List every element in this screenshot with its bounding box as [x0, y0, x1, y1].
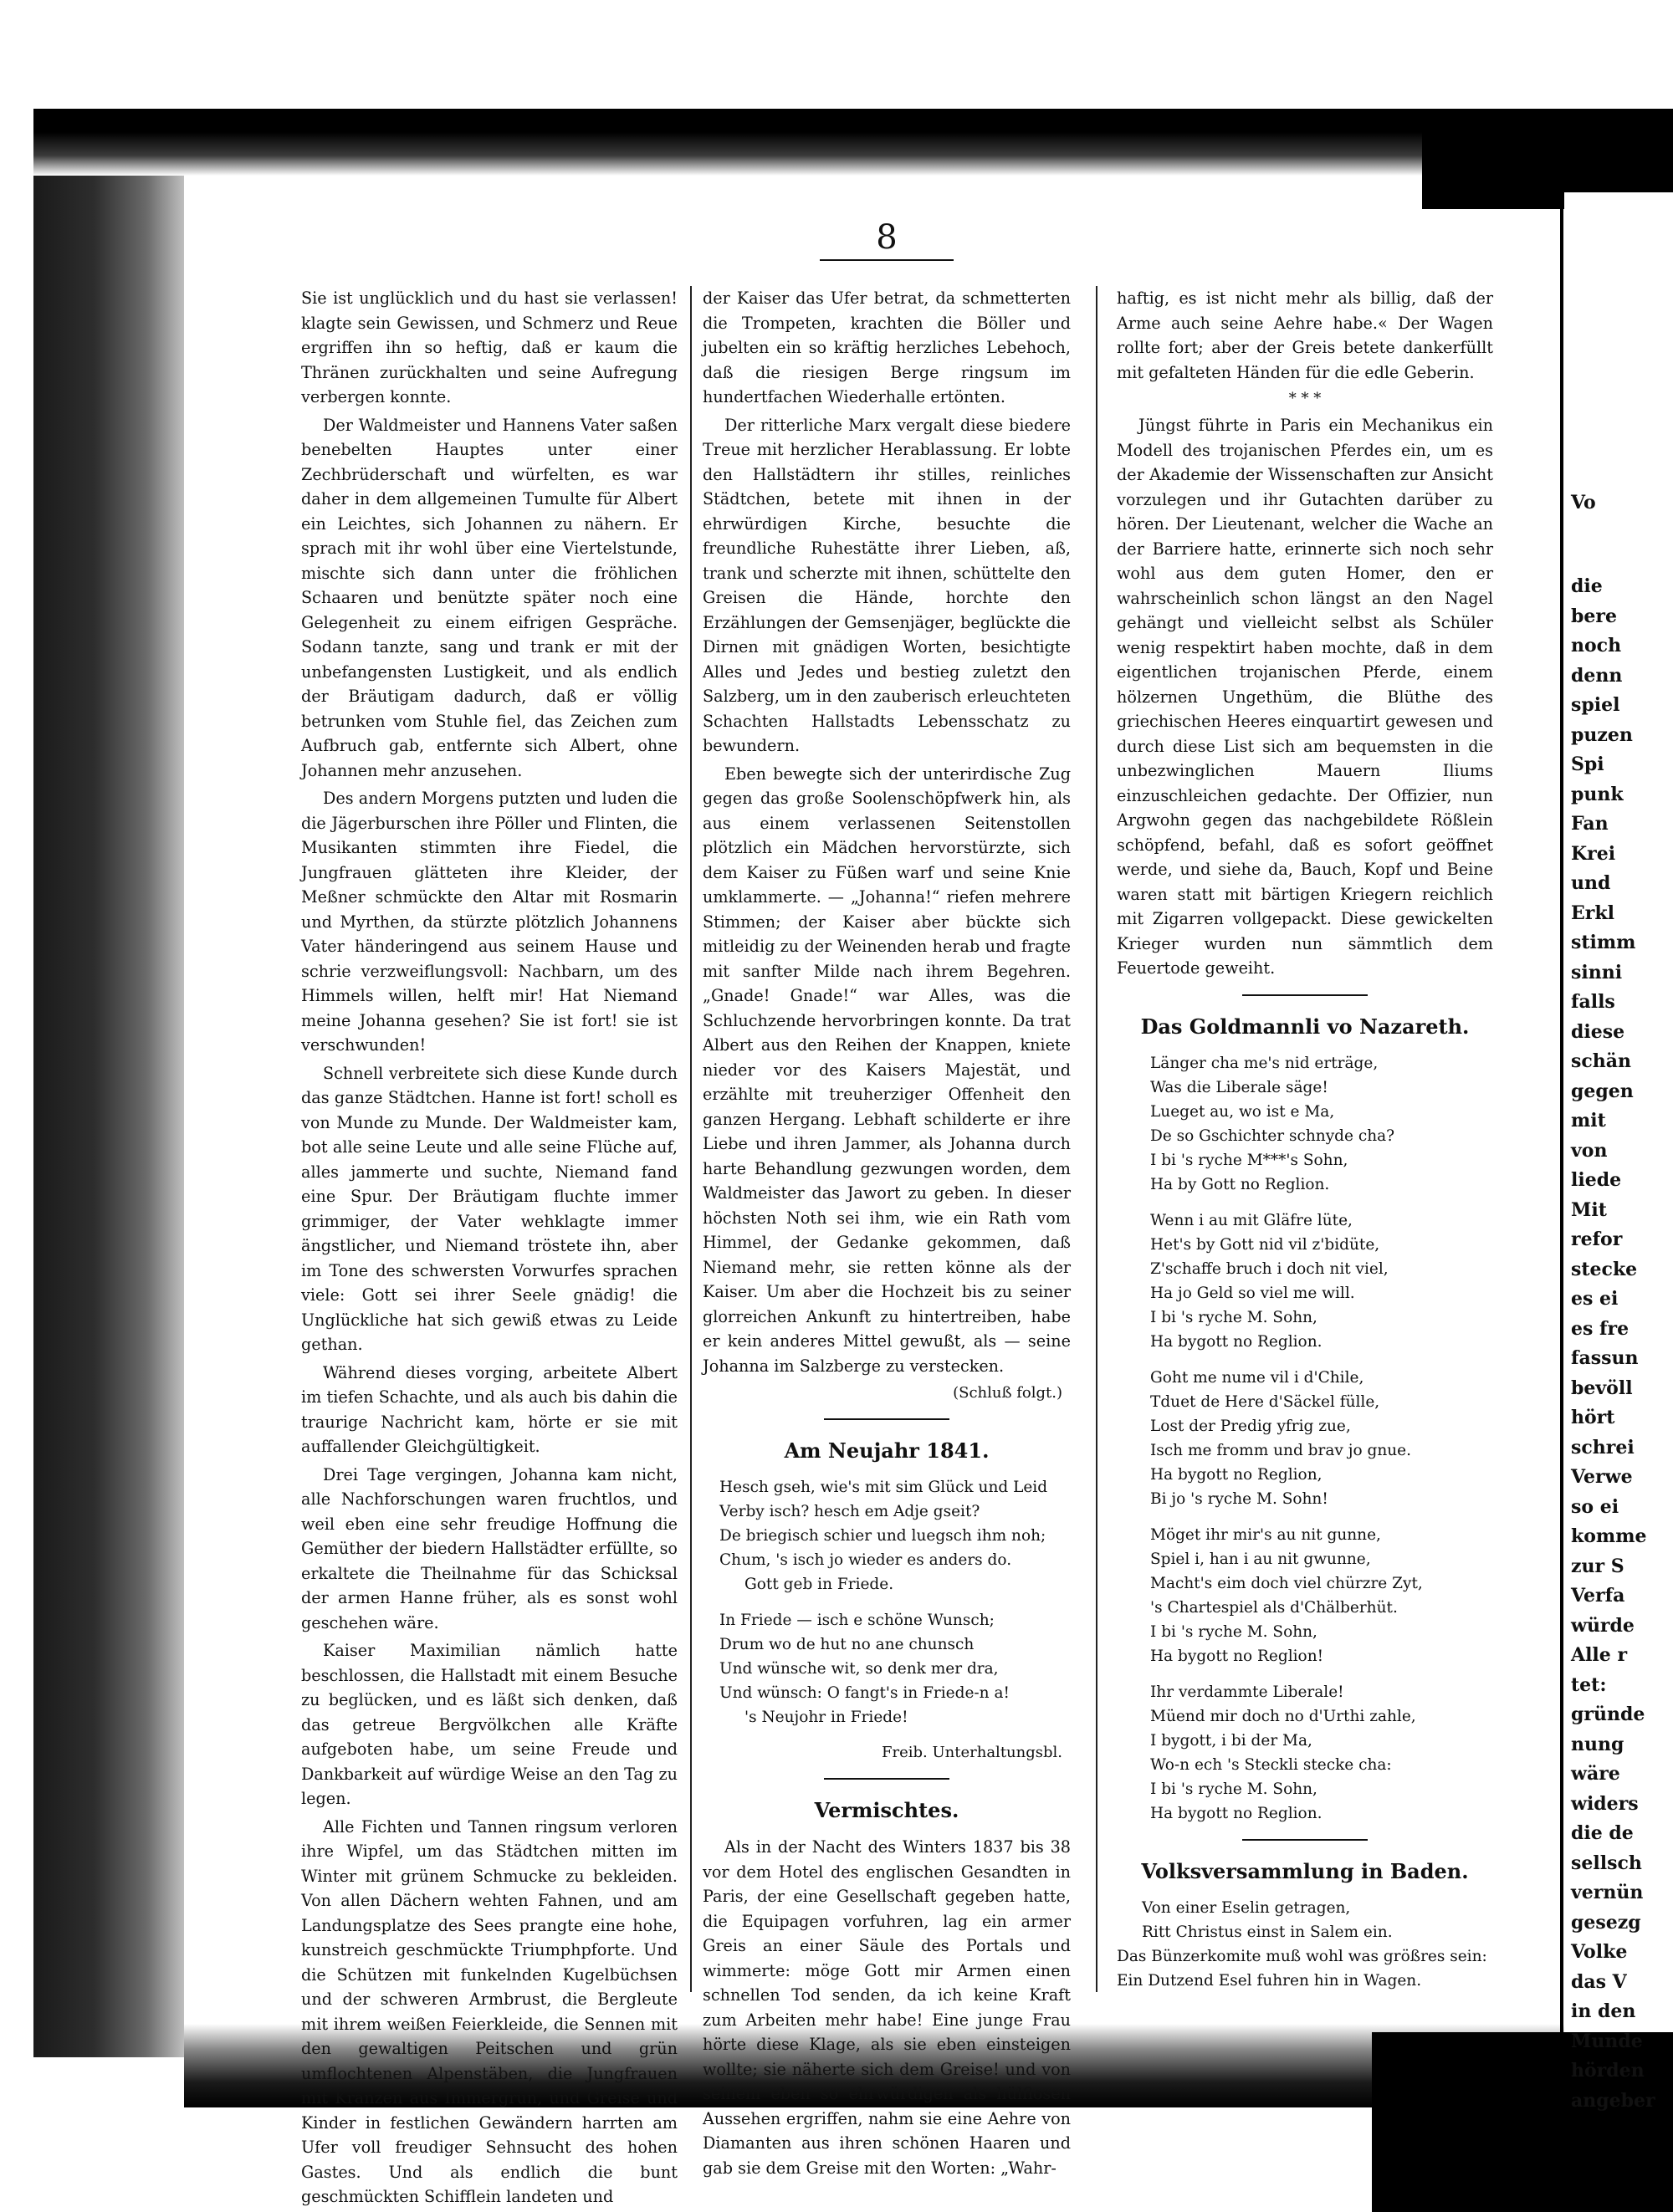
stanza	[1150, 1523, 1493, 1668]
paragraph: Der ritterliche Marx vergalt diese biedere Treue mit herzlicher Herablassung. Er lobte den Hallstädtern ihr stilles, reinliches Städtchen, betete mit ihnen in der ehrwürdigen Kirche, besuchte die freundliche Ruhestätte ihrer Lieben, aß, trank und scherzte mit ihnen, schüttelte den Greisen die Hände, horchte den Erzählungen der Gemsenjäger, beglückte die Dirnen mit gnädigen Worten, besichtigte Alles und Jedes und bestieg zuletzt den Salzberg, um in den zauberisch erleuchteten Schachten Hallstadts Lebensschatz zu bewundern.	[703, 415, 1071, 755]
paragraph: Schnell verbreitete sich diese Kunde durch das ganze Städtchen. Hanne ist fort! scholl es von Munde zu Munde. Der Waldmeister kam, bot alle seine Leute und alle seine Flüche auf, alles jammerte und suchte, Niemand fand eine Spur. Der Bräutigam fluchte immer grimmiger, der Vater wehklagte immer ängstlicher, und Niemand tröstete ihn, aber im Tone des schwersten Vorwurfes sprachen viele: Gott sei ihrer Seele gnädig! die Unglückliche hat sich gewiß etwas zu Leide gethan.	[301, 1063, 678, 1354]
section-rule	[1242, 1839, 1368, 1841]
paragraph: Während dieses vorging, arbeitete Albert im tiefen Schachte, und als auch bis dahin die traurige Nachricht kam, hörte er sie mit auffallender Gleichgültigkeit.	[301, 1362, 678, 1456]
facing-page-word: in den	[1571, 2000, 1636, 2022]
paragraph: Jüngst führte in Paris ein Mechanikus ein Modell des trojanischen Pferdes ein, um es der Akademie der Wissenschaften zur Ansicht vorzulegen und ihr Gutachten darüber zu hören. Der Lieutenant, welcher die Wache an der Barriere hatte, erinnerte sich noch sehr wohl aus dem guten Homer, den er wahrscheinlich schon längst an den Nagel gehängt und vielleicht selbst als Schüler wenig respektirt haben mochte, daß in dem eigentlichen trojanischen Pferde, einem hölzernen Ungethüm, die Blüthe des griechischen Heeres einquartirt gewesen und durch diese List sich am bequemsten in die unbezwinglichen Mauern Iliums einzuschleichen gedachte. Der Offizier, nun Argwohn gegen das nachgebildete Rößlein schöpfend, befahl, daß es sofort geöffnet werde, und siehe da, Bauch, Kopf und Beine waren statt mit bärtigen Kriegern reichlich mit Zigarren vollgepackt. Diese gewickelten Krieger wurden nun sämmtlich dem Feuertode geweiht.	[1117, 416, 1493, 978]
facing-page-word: bere	[1571, 605, 1617, 627]
section-title: Volksversammlung in Baden.	[1141, 1858, 1469, 1883]
facing-page-word: liede	[1571, 1169, 1622, 1191]
facing-page-word: Volke	[1571, 1941, 1628, 1963]
verse-line: Lueget au, wo ist e Ma,	[1150, 1102, 1335, 1121]
column-2	[703, 286, 1071, 2178]
verse-line: Ihr verdammte Liberale!	[1150, 1683, 1344, 1701]
verse-line: Goht me nume vil i d'Chile,	[1150, 1368, 1364, 1387]
verse-line: Ha by Gott no Reglion.	[1150, 1175, 1330, 1193]
paragraph: Der Waldmeister und Hannens Vater saßen benebelten Hauptes unter einer Zechbrüderschaft und würfelten, es war daher in dem allgemeinen Tumulte für Albert ein Leichtes, sich Johannen zu nähern. Er sprach mit ihr wohl über eine Viertelstunde, mischte sich dann unter die fröhlichen Schaaren und benützte später noch eine Gelegenheit zu einem eifrigen Gespräche. Sodann tanzte, sang und trank er mit der unbefangensten Lustigkeit, und als endlich der Bräutigam dadurch, daß er völlig betrunken vom Stuhle fiel, das Zeichen zum Aufbruch gab, entfernte sich Albert, ohne Johannen mehr anzusehen.	[301, 415, 678, 780]
asterism: * * *	[1288, 390, 1322, 407]
verse-line: Gott geb in Friede.	[744, 1576, 894, 1593]
facing-page-word: Erkl	[1571, 902, 1614, 924]
facing-page-word: Vo	[1571, 492, 1596, 513]
facing-page-word: sinni	[1571, 961, 1623, 983]
poem-goldmannli	[1150, 1051, 1493, 1826]
verse-line: Ha jo Geld so viel me will.	[1150, 1284, 1355, 1302]
column-rule	[690, 286, 692, 1992]
facing-page-word: tet:	[1571, 1673, 1607, 1696]
facing-page-word: komme	[1571, 1525, 1647, 1547]
facing-page-word: das V	[1571, 1970, 1627, 1993]
verse-line: I bi 's ryche M. Sohn,	[1150, 1622, 1317, 1641]
facing-page-word: Mit	[1571, 1198, 1607, 1221]
paragraph: haftig, es ist nicht mehr als billig, daß der Arme auch seine Aehre habe.« Der Wagen rollte fort; aber der Greis betete dankerfüllt mit gefalteten Händen für die edle Geberin.	[1117, 289, 1493, 382]
verse-line: Länger cha me's nid erträge,	[1150, 1054, 1379, 1072]
verse-line: Lost der Predig yfrig zue,	[1150, 1417, 1351, 1435]
facing-page-word: widers	[1571, 1792, 1639, 1815]
facing-page-edge	[1560, 201, 1563, 2041]
verse-line: I bi 's ryche M. Sohn,	[1150, 1308, 1317, 1326]
facing-page-word: Alle r	[1571, 1644, 1628, 1666]
verse-line: Hesch gseh, wie's mit sim Glück und Leid	[719, 1479, 1048, 1496]
facing-page-word: wäre	[1571, 1763, 1620, 1785]
facing-page-word: die de	[1571, 1822, 1634, 1844]
section-title: Vermischtes.	[814, 1798, 959, 1822]
verse-line: Verby isch? hesch em Adje gseit?	[719, 1503, 980, 1520]
column-3	[1117, 286, 1493, 1992]
verse-line: De so Gschichter schnyde cha?	[1150, 1126, 1395, 1145]
verse-line: Das Bünzerkomite muß wohl was größres sein:	[1117, 1947, 1487, 1965]
facing-page-word: angeber	[1571, 2089, 1655, 2112]
verse-line: Bi jo 's ryche M. Sohn!	[1150, 1489, 1328, 1508]
verse-line: Und wünsch: O fangt's in Friede-n a!	[719, 1684, 1010, 1702]
verse-line: I bi 's ryche M***'s Sohn,	[1150, 1151, 1348, 1169]
paragraph: der Kaiser das Ufer betrat, da schmetterten die Trompeten, krachten die Böller und jubelten ein so kräftig herzliches Lebehoch, daß die riesigen Berge ringsum im hundertfachen Wiederhalle ertönten.	[703, 289, 1071, 406]
stanza	[719, 1608, 1071, 1729]
stanza	[1150, 1051, 1493, 1197]
facing-page-word: Krei	[1571, 842, 1616, 865]
facing-page-word: hört	[1571, 1407, 1615, 1428]
facing-page-word: und	[1571, 872, 1611, 894]
column-rule	[1096, 286, 1097, 1992]
newspaper-page	[301, 217, 1497, 2206]
verse-line: I bygott, i bi der Ma,	[1150, 1731, 1312, 1750]
facing-page-word: Verwe	[1571, 1466, 1633, 1488]
verse-line: Möget ihr mir's au nit gunne,	[1150, 1525, 1381, 1544]
verse-line: I bi 's ryche M. Sohn,	[1150, 1780, 1317, 1798]
verse-line: 's Chartespiel als d'Chälberhüt.	[1150, 1598, 1398, 1617]
facing-page-word: falls	[1571, 991, 1615, 1013]
facing-page-word: gegen	[1571, 1080, 1634, 1102]
facing-page-word: es fre	[1571, 1317, 1630, 1340]
verse-line: Tduet de Here d'Säckel fülle,	[1150, 1392, 1380, 1411]
facing-page-word: vernün	[1571, 1882, 1644, 1903]
facing-page-word: stimm	[1571, 932, 1636, 953]
facing-page-word: zur S	[1571, 1555, 1624, 1577]
paragraph: Alle Fichten und Tannen ringsum verloren ihre Wipfel, um das Städtchen mitten im Winter mit grünem Schmucke zu bekleiden. Von allen Dächern wehten Fahnen, und am Landungsplatze des Sees prangte eine hohe, kunstreich geschmückte Triumphpforte. Und die Schützen mit funkelnden Kugelbüchsen und der schweren Armbrust, die Bergleute mit ihrem weißen Feierkleide, die Sennen mit den gewaltigen Peitschen und grün umflochtenen Alpenstäben, die Jungfrauen mit Kränzen aus Immergrün, und Greise und Kinder in festlichen Gewändern harrten am Ufer voll freudiger Sehnsucht des hohen Gastes. Und als endlich die bunt geschmückten Schifflein landeten und	[301, 1816, 678, 2206]
facing-page-word: puzen	[1571, 723, 1633, 746]
poem-title: Am Neujahr 1841.	[784, 1438, 990, 1463]
page-number-rule	[820, 259, 954, 261]
facing-page-word: noch	[1571, 635, 1622, 656]
verse-line: Ha bygott no Reglion,	[1150, 1465, 1323, 1484]
verse-line: Wenn i au mit Gläfre lüte,	[1150, 1211, 1353, 1229]
verse-line: Von einer Eselin getragen,	[1142, 1898, 1351, 1917]
facing-page-word: spiel	[1571, 694, 1620, 716]
facing-page-word: Munde	[1571, 2030, 1643, 2052]
facing-page-word: die	[1571, 575, 1603, 597]
facing-page-word: sellsch	[1571, 1852, 1642, 1874]
verse-line: Ha bygott no Reglion!	[1150, 1647, 1324, 1665]
epigram	[1117, 1896, 1493, 1993]
scan-top-edge	[33, 109, 1564, 176]
scan-binding-shadow	[33, 109, 184, 2057]
facing-page-word: denn	[1571, 664, 1623, 687]
page-number: 8	[876, 218, 898, 257]
stanza	[1150, 1680, 1493, 1826]
paragraph: Eben bewegte sich der unterirdische Zug gegen das große Soolenschöpfwerk hin, als aus einem verlassenen Seitenstollen plötzlich ein Mädchen hervorstürzte, sich dem Kaiser zu Füßen warf und seine Knie umklammerte. — „Johanna!“ riefen mehrere Stimmen; der Kaiser aber bückte sich mitleidig zu der Weinenden herab und fragte mit sanfter Milde nach ihrem Begehren. „Gnade! Gnade!“ war Alles, was die Schluchzende hervorbringen konnte. Da trat Albert aus den Reihen der Knappen, kniete nieder vor des Kaisers Majestät, und erzählte mit treuherziger Offenheit den ganzen Hergang. Lebhaft schilderte er ihre Liebe und ihren Jammer, als Johanna durch harte Behandlung gezwungen worden, dem Waldmeister das Jawort zu geben. In dieser höchsten Noth sei ihm, wie ein Rath vom Himmel, der Gedanke gekommen, daß Niemand mehr, sie retten könne als der Kaiser. Um aber die Hochzeit bis zu seiner glorreichen Ankunft zu hintertreiben, habe er kein anderes Mittel gewußt, als — seine Johanna im Salzberge zu verstecken.	[703, 764, 1071, 1376]
paragraph: Des andern Morgens putzten und luden die die Jägerburschen ihre Pöller und Flinten, die Musikanten stimmten ihre Fiedel, die Jungfrauen glätteten ihre Kleider, der Meßner schmückte den Altar mit Rosmarin und Myrthen, da stürzte plötzlich Johannens Vater händeringend aus seinem Hause und schrie verzweiflungsvoll: Nachbarn, um des Himmels willen, helft mir! Hat Niemand meine Johanna gesehen? Sie ist fort! sie ist verschwunden!	[301, 789, 678, 1055]
poem-newyear	[719, 1475, 1071, 1729]
facing-page-fragment	[1564, 192, 1673, 2112]
stanza	[1150, 1208, 1493, 1354]
verse-line: Spiel i, han i au nit gwunne,	[1150, 1550, 1371, 1568]
verse-line: Und wünsche wit, so denk mer dra,	[719, 1660, 999, 1678]
verse-line: Müend mir doch no d'Urthi zahle,	[1150, 1707, 1416, 1725]
facing-page-word: fassun	[1571, 1347, 1639, 1369]
verse-line: De briegisch schier und luegsch ihm noh;	[719, 1527, 1046, 1545]
poem-source: Freib. Unterhaltungsbl.	[882, 1744, 1062, 1761]
to-be-continued: (Schluß folgt.)	[953, 1384, 1062, 1402]
verse-line: Wo-n ech 's Steckli stecke cha:	[1150, 1755, 1392, 1774]
verse-line: In Friede — isch e schöne Wunsch;	[719, 1612, 995, 1629]
facing-page-word: Spi	[1571, 754, 1604, 775]
section-rule	[824, 1418, 949, 1420]
section-rule	[824, 1778, 949, 1780]
verse-line: Was die Liberale säge!	[1150, 1078, 1328, 1096]
verse-line: Drum wo de hut no ane chunsch	[719, 1636, 975, 1653]
facing-page-word: so ei	[1571, 1495, 1619, 1518]
verse-line: Ein Dutzend Esel fuhren hin in Wagen.	[1117, 1971, 1422, 1990]
paragraph: Sie ist unglücklich und du hast sie verlassen! klagte sein Gewissen, und Schmerz und Reue ergriffen ihn so heftig, daß er kaum die Thränen zurückhalten und seine Aufregung verbergen konnte.	[301, 289, 678, 406]
verse-line: Het's by Gott nid vil z'bidüte,	[1150, 1235, 1380, 1254]
verse-line: Isch me fromm und brav jo gnue.	[1150, 1441, 1411, 1459]
facing-page-word: stecke	[1571, 1258, 1638, 1280]
facing-page-word: punk	[1571, 783, 1624, 805]
facing-page-word: gründe	[1571, 1704, 1645, 1725]
facing-page-word: nung	[1571, 1733, 1624, 1755]
facing-page-word: diese	[1571, 1020, 1625, 1043]
stanza	[1150, 1366, 1493, 1511]
paragraph: Als in der Nacht des Winters 1837 bis 38 vor dem Hotel des englischen Gesandten in Paris, der eine Gesellschaft gegeben hatte, die Equipagen vorfuhren, lag ein armer Greis an einer Säule des Portals und wimmerte: möge Gott mir Armen einen schnellen Tod senden, da ich keine Kraft zum Arbeiten mehr habe! Eine junge Frau hörte diese Klage, als sie eben einsteigen wollte; sie näherte sich dem Greise! und von seinem eben so ehrwürdigen als hülflosen Aussehen ergriffen, nahm sie eine Aehre von Diamanten aus ihren schönen Haaren und gab sie dem Greise mit den Worten: „Wahr-	[703, 1837, 1071, 2178]
paragraph: Kaiser Maximilian nämlich hatte beschlossen, die Hallstadt mit einem Besuche zu beglücken, und es läßt sich denken, daß das getreue Bergvölkchen alle Kräfte aufgeboten habe, um seine Freude und Dankbarkeit auf würdige Weise an den Tag zu legen.	[301, 1641, 678, 1808]
facing-page-word: mit	[1571, 1110, 1606, 1132]
poem-title: Das Goldmannli vo Nazareth.	[1140, 1014, 1470, 1039]
facing-page-word: würde	[1571, 1614, 1635, 1637]
verse-line: Chum, 's isch jo wieder es anders do.	[719, 1551, 1012, 1569]
verse-line: Ha bygott no Reglion.	[1150, 1804, 1323, 1822]
verse-line: Macht's eim doch viel chürzre Zyt,	[1150, 1574, 1423, 1592]
facing-page-word: Verfa	[1571, 1585, 1625, 1607]
facing-page-word: bevöll	[1571, 1377, 1633, 1399]
facing-page-word: gesezg	[1571, 1911, 1641, 1934]
facing-page-word: es ei	[1571, 1288, 1619, 1310]
verse-line: Ritt Christus einst in Salem ein.	[1142, 1923, 1393, 1941]
verse-line: 's Neujohr in Friede!	[744, 1709, 908, 1726]
verse-line: Ha bygott no Reglion.	[1150, 1332, 1323, 1351]
verse-line: Z'schaffe bruch i doch nit viel,	[1150, 1259, 1389, 1278]
facing-page-word: hörden	[1571, 2060, 1645, 2082]
section-rule	[1242, 994, 1368, 996]
facing-page-word: von	[1571, 1139, 1608, 1162]
facing-page-word: schrei	[1571, 1436, 1635, 1458]
facing-page-word: Fan	[1571, 813, 1609, 835]
paragraph: Drei Tage vergingen, Johanna kam nicht, alle Nachforschungen waren fruchtlos, und weil eben eine sehr freudige Hoffnung die Gemüther der biedern Hallstädter erfüllte, so erkaltete die Theilnahme für das Schicksal der armen Hanne früher, als es sonst wohl geschehen wäre.	[301, 1464, 678, 1632]
facing-page-word: schän	[1571, 1050, 1632, 1072]
stanza	[719, 1475, 1071, 1596]
facing-page-word: refor	[1571, 1229, 1623, 1250]
column-1	[301, 286, 678, 2206]
